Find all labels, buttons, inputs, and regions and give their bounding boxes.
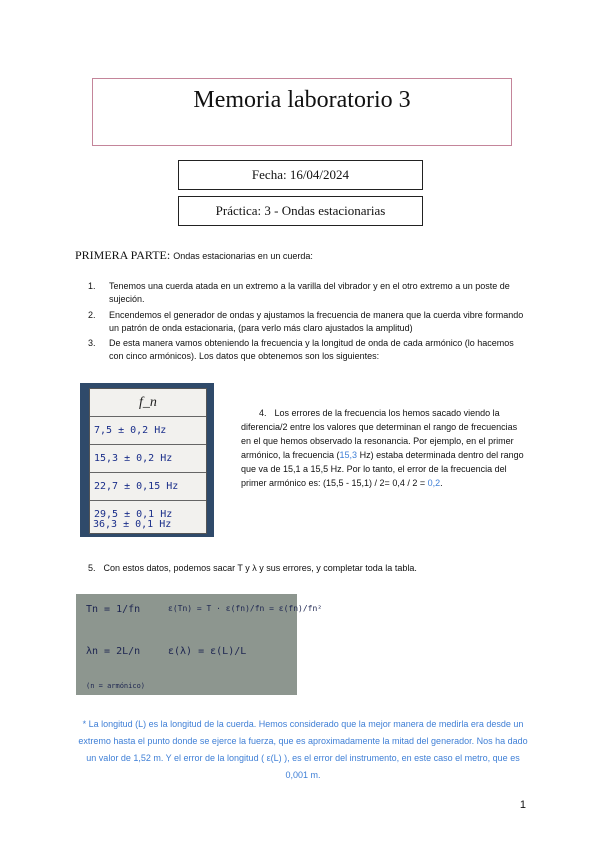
footnote: * La longitud (L) es la longitud de la cuerda. Hemos considerado que la mejor manera de medirla era desde un extremo hasta el punto donde se ejerce la fuerza, que es aproximadamente la mitad del generador. Nos ha dado un valor de 1,52 m. Y el error de la longitud ( ε(L) ), es el error del instrumento, en este caso el metro, que es 0,001 m.: [78, 719, 528, 780]
table-row: 15,3 ± 0,2 Hz: [90, 445, 206, 473]
list-number: 3.: [88, 338, 96, 348]
list-number: 2.: [88, 310, 96, 320]
section-heading: [75, 248, 313, 263]
practice-box: Práctica: 3 - Ondas estacionarias: [178, 196, 423, 226]
step-4-text-a: Los errores de la frecuencia los hemos sacado viendo la diferencia/2 entre los valores que determinan el rango de frecuencias en el que hemos observado la resonancia. Por ejemplo, en el primer armónico, la frecuencia (: [241, 408, 518, 460]
step-4-text-c: .: [440, 478, 443, 488]
list-text: Encendemos el generador de ondas y ajustamos la frecuencia de manera que la cuerda vibre formando un patrón de onda estacionaria, (para verlo más claro ajustados la amplitud): [109, 310, 524, 333]
table-row: 29,5 ± 0,1 Hz: [94, 509, 173, 520]
formula-period-error: ε(Tn) = T · ε(fn)/fn = ε(fn)/fn²: [168, 604, 323, 613]
list-number: 4.: [259, 408, 267, 418]
page-number: 1: [519, 799, 526, 811]
document-title: Memoria laboratorio 3: [193, 87, 411, 113]
list-number: 1.: [88, 281, 96, 291]
formula-period: Tn = 1/fn: [86, 604, 141, 615]
step-4-highlight-a: 15,3: [339, 450, 358, 460]
list-text: Con estos datos, podemos sacar T y λ y sus errores, y completar toda la tabla.: [103, 563, 417, 573]
table-header: f_n: [90, 389, 206, 417]
formulas-photo: [76, 594, 323, 695]
list-item: [88, 280, 528, 306]
table-row: 22,7 ± 0,15 Hz: [90, 473, 206, 501]
list-text: De esta manera vamos obteniendo la frecuencia y la longitud de onda de cada armónico (lo hacemos con cinco armónicos). Los datos que obtenemos son los siguientes:: [109, 338, 514, 361]
date-box: Fecha: 16/04/2024: [178, 160, 423, 190]
step-4-text-b: Hz) estaba determinada dentro del rango que va de 15,1 a 15,5 Hz. Por lo tanto, el error de la frecuencia del primer armónico es: (15,5 - 15,1) / 2= 0,4 / 2 =: [241, 450, 524, 488]
table-row: 36,3 ± 0,1 Hz: [93, 519, 172, 530]
formula-wavelength-error: ε(λ) = ε(L)/L: [168, 646, 247, 657]
title-box: [92, 78, 512, 146]
formula-wavelength: λn = 2L/n: [86, 646, 141, 657]
table-row: 7,5 ± 0,2 Hz: [90, 417, 206, 445]
list-item: [88, 309, 528, 335]
list-number: 5.: [88, 563, 96, 573]
step-4-paragraph: [241, 406, 526, 490]
list-text: Tenemos una cuerda atada en un extremo a la varilla del vibrador y en el otro extremo a un poste de sujeción.: [109, 281, 510, 304]
formula-note: (n = armónico): [86, 682, 146, 690]
step-4-highlight-b: 0,2: [427, 478, 441, 488]
list-item: [88, 337, 528, 363]
section-subtitle: Ondas estacionarias en un cuerda:: [173, 251, 313, 261]
section-lead: PRIMERA PARTE:: [75, 248, 171, 262]
step-5: [88, 563, 417, 573]
